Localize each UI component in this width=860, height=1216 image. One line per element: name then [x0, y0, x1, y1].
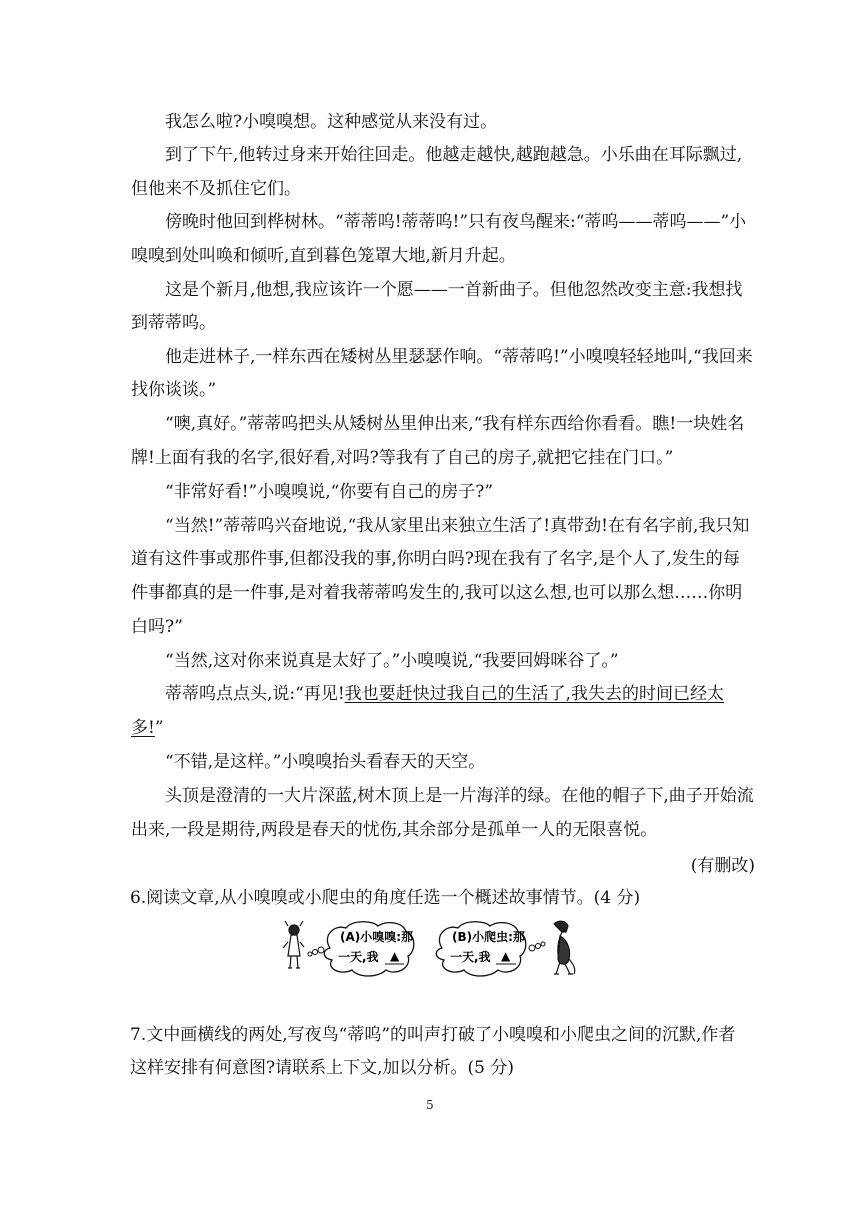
- paragraph-line: “当然,这对你来说真是太好了。”小嗅嗅说,“我要回姆咪谷了。”: [165, 651, 619, 671]
- bubble-b-line2: 一天,我: [450, 950, 491, 964]
- bubble-a-line1: (A)小嗅嗅:那: [340, 930, 414, 944]
- blank-mark-a: ▲: [390, 949, 400, 963]
- paragraph-line: 但他来不及抓住它们。: [131, 179, 301, 199]
- paragraph-line: 白吗?”: [131, 617, 183, 637]
- question-7-continued: 这样安排有何意图?请联系上下文,加以分析。(5 分): [130, 1058, 515, 1078]
- question-6: 6.阅读文章,从小嗅嗅或小爬虫的角度任选一个概述故事情节。(4 分): [130, 888, 641, 908]
- paragraph-line: 嗅嗅到处叫唤和倾听,直到暮色笼罩大地,新月升起。: [131, 246, 516, 266]
- paragraph-line: 他走进林子,一样东西在矮树丛里瑟瑟作响。“蒂蒂呜!”小嗅嗅轻轻地叫,“我回来: [165, 347, 753, 367]
- paragraph-line: “噢,真好。”蒂蒂呜把头从矮树丛里伸出来,“我有样东西给你看看。瞧!一块姓名: [165, 414, 745, 434]
- paragraph-line: [131, 718, 164, 738]
- paragraph-line: 傍晚时他回到桦树林。“蒂蒂呜!蒂蒂呜!”只有夜鸟醒来:“蒂呜——蒂呜——”小: [165, 212, 747, 232]
- page-number: 5: [426, 1098, 434, 1112]
- paragraph-line: 这是个新月,他想,我应该许一个愿——一首新曲子。但他忽然改变主意:我想找: [165, 280, 743, 300]
- paragraph-line: 我怎么啦?小嗅嗅想。这种感觉从来没有过。: [165, 112, 498, 132]
- paragraph-line: 件事都真的是一件事,是对着我蒂蒂呜发生的,我可以这么想,也可以那么想……你明: [131, 583, 743, 603]
- paragraph-line: 到蒂蒂呜。: [131, 313, 216, 333]
- bubble-b-line1: (B)小爬虫:那: [452, 930, 525, 944]
- underlined-text: 多!: [131, 718, 155, 738]
- paragraph-line: [165, 684, 724, 704]
- paragraph-line: 找你谈谈。”: [131, 380, 217, 400]
- paragraph-line: “不错,是这样。”小嗅嗅抬头看春天的天空。: [165, 752, 486, 772]
- underlined-text: 我也要赶快过我自己的生活了,我失去的时间已经太: [344, 684, 725, 704]
- thought-bubbles-figure: [282, 918, 578, 980]
- thought-dots-right: [529, 942, 545, 951]
- blank-mark-b: ▲: [501, 949, 511, 963]
- text-segment: 蒂蒂呜点点头,说:“再见!: [165, 684, 345, 704]
- paragraph-line: “当然!”蒂蒂呜兴奋地说,“我从家里出来独立生活了!真带劲!在有名字前,我只知: [165, 516, 750, 536]
- paragraph-line: 到了下午,他转过身来开始往回走。他越走越快,越跑越急。小乐曲在耳际飘过,: [165, 145, 743, 165]
- paragraph-line: 牌!上面有我的名字,很好看,对吗?等我有了自己的房子,就把它挂在门口。”: [131, 448, 674, 468]
- source-note: (有删改): [690, 856, 755, 876]
- paragraph-line: 道有这件事或那件事,但都没我的事,你明白吗?现在我有了名字,是个人了,发生的每: [131, 549, 740, 569]
- illustration-figure: [282, 918, 578, 980]
- paragraph-line: 头顶是澄清的一大片深蓝,树木顶上是一片海洋的绿。在他的帽子下,曲子开始流: [165, 786, 754, 806]
- thought-dots-left: [308, 947, 324, 956]
- question-7: 7.文中画横线的两处,写夜鸟“蒂呜”的叫声打破了小嗅嗅和小爬虫之间的沉默,作者: [130, 1025, 736, 1045]
- text-segment: ”: [154, 718, 164, 738]
- character-right-icon: [554, 921, 575, 974]
- character-left-icon: [283, 921, 304, 968]
- bubble-a-line2: 一天,我: [338, 950, 379, 964]
- paragraph-line: “非常好看!”小嗅嗅说,“你要有自己的房子?”: [165, 482, 494, 502]
- paragraph-line: 出来,一段是期待,两段是春天的忧伤,其余部分是孤单一人的无限喜悦。: [131, 820, 658, 840]
